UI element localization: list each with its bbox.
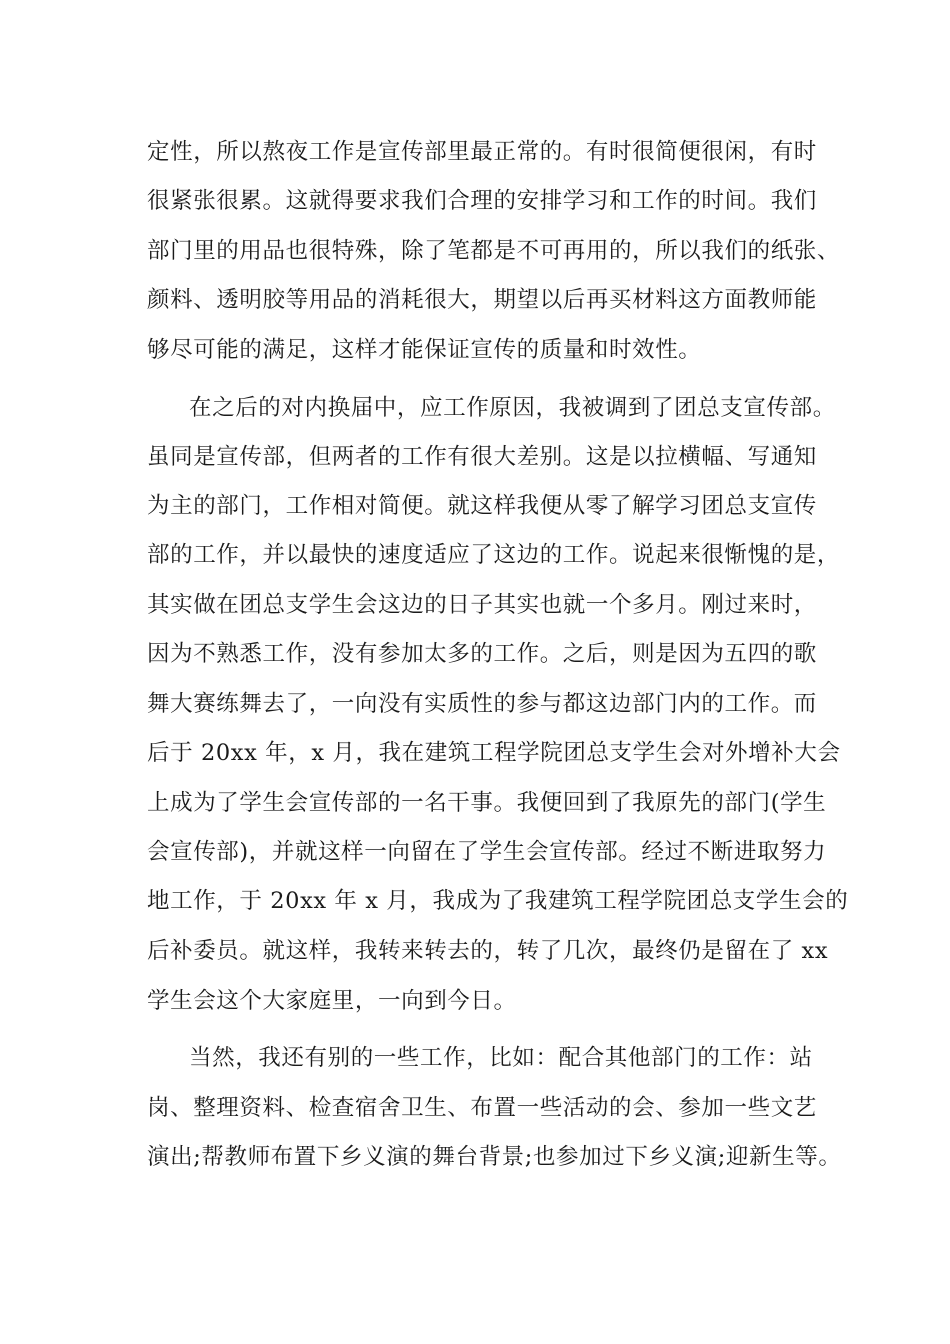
text-line: 地工作，于 20xx 年 x 月，我成为了我建筑工程学院团总支学生会的	[147, 888, 849, 914]
text-line: 后于 20xx 年，x 月，我在建筑工程学院团总支学生会对外增补大会	[147, 740, 841, 766]
text-line: 会宣传部)，并就这样一向留在了学生会宣传部。经过不断进取努力	[147, 839, 827, 865]
text-line: 在之后的对内换届中，应工作原因，我被调到了团总支宣传部。	[189, 395, 836, 421]
text-line: 为主的部门，工作相对简便。就这样我便从零了解学习团总支宣传	[147, 493, 817, 519]
text-line: 因为不熟悉工作，没有参加太多的工作。之后，则是因为五四的歌	[147, 641, 817, 667]
text-line: 上成为了学生会宣传部的一名干事。我便回到了我原先的部门(学生	[147, 790, 827, 816]
text-line: 颜料、透明胶等用品的消耗很大，期望以后再买材料这方面教师能	[147, 287, 817, 313]
text-line: 舞大赛练舞去了，一向没有实质性的参与都这边部门内的工作。而	[147, 691, 817, 717]
text-line: 很紧张很累。这就得要求我们合理的安排学习和工作的时间。我们	[147, 188, 817, 214]
text-line: 学生会这个大家庭里，一向到今日。	[147, 988, 517, 1014]
text-line: 部的工作，并以最快的速度适应了这边的工作。说起来很惭愧的是，	[147, 542, 841, 568]
text-line: 虽同是宣传部，但两者的工作有很大差别。这是以拉横幅、写通知	[147, 444, 817, 470]
text-line: 部门里的用品也很特殊，除了笔都是不可再用的，所以我们的纸张、	[147, 238, 841, 264]
text-line: 定性，所以熬夜工作是宣传部里最正常的。有时很简便很闲，有时	[147, 139, 817, 165]
text-line: 够尽可能的满足，这样才能保证宣传的质量和时效性。	[147, 337, 702, 363]
text-line: 当然，我还有别的一些工作，比如：配合其他部门的工作：站	[189, 1045, 813, 1071]
text-line: 其实做在团总支学生会这边的日子其实也就一个多月。刚过来时，	[147, 592, 817, 618]
text-line: 岗、整理资料、检查宿舍卫生、布置一些活动的会、参加一些文艺	[147, 1095, 817, 1121]
text-line: 后补委员。就这样，我转来转去的，转了几次，最终仍是留在了 xx	[147, 938, 829, 964]
text-line: 演出;帮教师布置下乡义演的舞台背景;也参加过下乡义演;迎新生等。	[147, 1144, 842, 1170]
